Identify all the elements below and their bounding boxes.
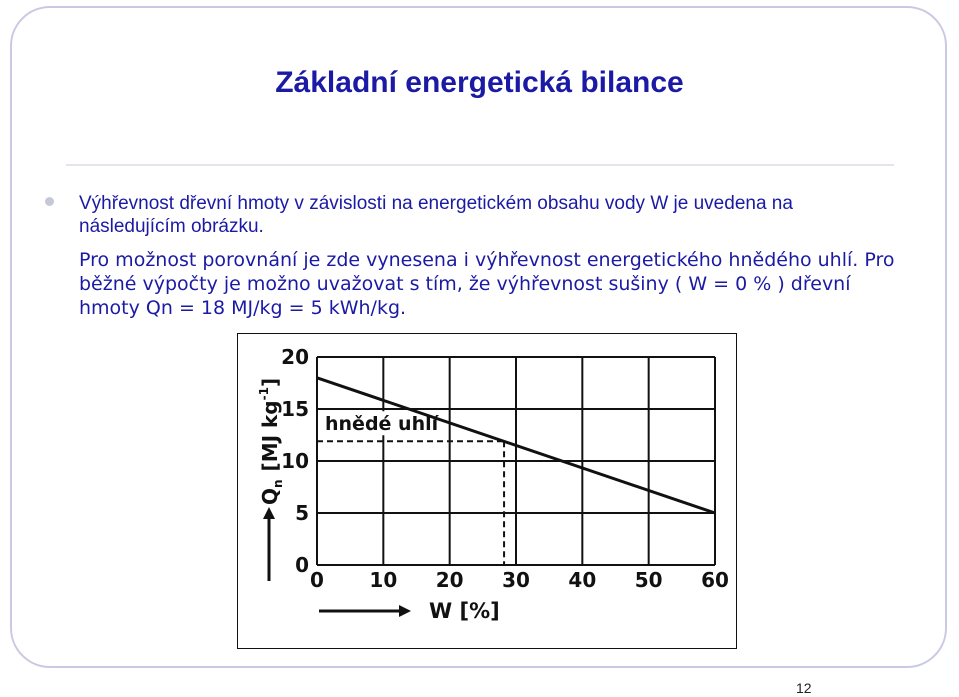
bullet-dot (45, 197, 54, 206)
y-tick-label: 0 (295, 553, 309, 577)
slide-title: Základní energetická bilance (275, 66, 684, 99)
page-number: 12 (796, 680, 812, 696)
x-tick-label: 0 (310, 568, 324, 592)
y-axis-label-unit: [MJ kg (258, 400, 282, 472)
x-tick-label: 50 (634, 568, 663, 592)
y-axis-label-subscript: n (271, 479, 285, 488)
y-axis-label-close: ] (258, 377, 282, 388)
x-axis-label: W [%] (429, 599, 500, 623)
x-tick-label: 40 (568, 568, 597, 592)
bullet-text: Výhřevnost dřevní hmoty v závislosti na energetickém obsahu vody W je uvedena na následujícím obrázku. (79, 193, 793, 237)
reference-label: hnědé uhlí (325, 413, 439, 436)
y-tick-label: 5 (295, 501, 309, 525)
y-axis-label-symbol: Q (258, 487, 282, 505)
y-tick-label: 10 (281, 449, 309, 473)
x-tick-label: 20 (435, 568, 464, 592)
y-axis-label-exponent: -1 (257, 387, 271, 401)
comparison-paragraph: Pro možnost porovnání je zde vynesena i výhřevnost energetického hnědého uhlí. Pro běžné výpočty je možno uvažovat s tím, že výhřevnost sušiny ( W = 0 % ) dřevní hmoty Qn = 18 MJ/kg = 5 kWh/kg. (79, 249, 895, 319)
x-tick-label: 60 (701, 568, 729, 592)
calorific-value-chart (237, 333, 737, 649)
x-tick-label: 10 (369, 568, 398, 592)
y-tick-label: 20 (281, 345, 309, 369)
chart-svg (237, 333, 737, 649)
title-divider (66, 164, 894, 166)
y-tick-label: 15 (281, 397, 309, 421)
x-tick-label: 30 (502, 568, 530, 592)
